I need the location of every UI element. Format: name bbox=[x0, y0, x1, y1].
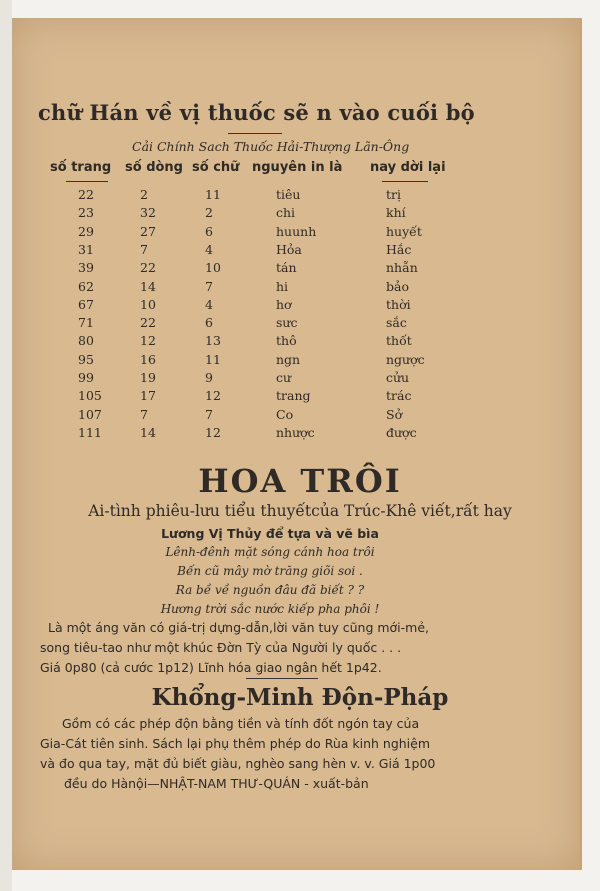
cell-original: hi bbox=[276, 278, 289, 294]
cell-corrected: trị bbox=[386, 187, 401, 202]
khong-minh-line: Gồm có các phép độn bằng tiền và tính đốt ngón tay của bbox=[62, 716, 420, 731]
col-rule bbox=[66, 181, 108, 182]
cell-line: 16 bbox=[140, 351, 156, 367]
khong-minh-title: Khổng-Minh Độn-Pháp bbox=[151, 684, 449, 711]
errata-title: chữ Hán về vị thuốc sẽ n vào cuối bộ bbox=[38, 100, 475, 125]
col-header-corrected: nay dời lại bbox=[370, 160, 446, 175]
section-divider bbox=[246, 678, 318, 679]
col-header-original: nguyên in là bbox=[252, 160, 343, 175]
col-header-page: số trang bbox=[50, 160, 112, 175]
table-row bbox=[0, 297, 600, 315]
cell-corrected: thốt bbox=[386, 333, 412, 349]
subtitle-rule bbox=[228, 133, 282, 134]
cell-original: tiêu bbox=[276, 187, 301, 202]
cell-word: 11 bbox=[205, 187, 221, 202]
cell-corrected: khí bbox=[386, 205, 406, 221]
table-row bbox=[0, 407, 600, 425]
cell-line: 22 bbox=[140, 260, 156, 276]
col-header-line: số dòng bbox=[125, 160, 183, 175]
errata-subtitle: Cải Chính Sach Thuốc Hải-Thượng Lãn-Ông bbox=[132, 139, 410, 154]
cell-page: 71 bbox=[78, 315, 94, 331]
cell-line: 14 bbox=[140, 278, 156, 294]
table-row bbox=[0, 425, 600, 443]
cell-word: 7 bbox=[205, 278, 213, 294]
cell-original: Hỏa bbox=[276, 241, 302, 257]
table-row bbox=[0, 388, 600, 406]
cell-corrected: cửu bbox=[386, 370, 410, 385]
cell-original: sưc bbox=[276, 315, 298, 331]
cell-word: 6 bbox=[205, 223, 213, 239]
cell-page: 22 bbox=[78, 187, 94, 202]
cell-line: 22 bbox=[140, 315, 156, 331]
cell-word: 6 bbox=[205, 315, 213, 331]
cell-word: 7 bbox=[205, 406, 213, 422]
cell-corrected: sắc bbox=[386, 315, 407, 331]
cell-line: 14 bbox=[140, 424, 156, 440]
hoa-troi-title: HOA TRÔI bbox=[198, 462, 402, 500]
khong-minh-line: và đo qua tay, mặt đủ biết giàu, nghèo sang hèn v. v. Giá 1p00 bbox=[40, 756, 436, 771]
cell-word: 9 bbox=[205, 370, 213, 385]
poem-line: Ra bề về nguồn đâu đã biết ? ? bbox=[175, 583, 365, 597]
cell-original: chi bbox=[276, 205, 296, 221]
table-row bbox=[0, 224, 600, 242]
hoa-troi-author: Lương Vị Thủy để tựa và vẽ bìa bbox=[161, 526, 379, 541]
table-row bbox=[0, 187, 600, 205]
cell-line: 10 bbox=[140, 296, 156, 312]
cell-line: 7 bbox=[140, 406, 148, 422]
cell-word: 10 bbox=[205, 260, 221, 276]
cell-word: 4 bbox=[205, 296, 213, 312]
cell-corrected: nhẫn bbox=[386, 260, 418, 276]
cell-corrected: Sở bbox=[386, 406, 403, 422]
cell-page: 107 bbox=[78, 406, 102, 422]
cell-original: hơ bbox=[276, 296, 292, 312]
hoa-troi-price: Giá 0p80 (cả cước 1p12) Lĩnh hóa giao ngân hết 1p42. bbox=[40, 660, 382, 675]
table-row bbox=[0, 260, 600, 278]
cell-corrected: ngược bbox=[386, 351, 425, 367]
cell-original: cư bbox=[276, 370, 292, 385]
cell-page: 31 bbox=[78, 241, 94, 257]
cell-word: 2 bbox=[205, 205, 213, 221]
table-row bbox=[0, 279, 600, 297]
cell-word: 12 bbox=[205, 388, 221, 404]
khong-minh-publisher: đều do Hànội—NHẬT-NAM THƯ-QUÁN - xuất-bản bbox=[64, 776, 369, 791]
cell-page: 29 bbox=[78, 223, 94, 239]
cell-line: 12 bbox=[140, 333, 156, 349]
cell-line: 17 bbox=[140, 388, 156, 404]
cell-line: 27 bbox=[140, 223, 156, 239]
cell-page: 95 bbox=[78, 351, 94, 367]
hoa-troi-description: Là một áng văn có giá-trị dựng-dẫn,lời văn tuy cũng mới-mẻ, bbox=[48, 620, 429, 635]
col-rule bbox=[382, 181, 428, 182]
cell-corrected: được bbox=[386, 424, 417, 440]
cell-corrected: bảo bbox=[386, 278, 409, 294]
cell-corrected: Hắc bbox=[386, 241, 412, 257]
cell-page: 39 bbox=[78, 260, 94, 276]
cell-page: 23 bbox=[78, 205, 94, 221]
cell-original: thô bbox=[276, 333, 297, 349]
cell-line: 7 bbox=[140, 241, 148, 257]
cell-word: 11 bbox=[205, 351, 221, 367]
cell-line: 19 bbox=[140, 370, 156, 385]
hoa-troi-tagline: Ai-tình phiêu-lưu tiểu thuyếtcủa Trúc-Khê viết,rất hay bbox=[88, 502, 512, 520]
table-row bbox=[0, 352, 600, 370]
cell-line: 2 bbox=[140, 187, 148, 202]
cell-original: tán bbox=[276, 260, 297, 276]
cell-page: 111 bbox=[78, 424, 102, 440]
khong-minh-line: Gia-Cát tiên sinh. Sách lại phụ thêm phép do Rùa kinh nghiệm bbox=[40, 736, 431, 751]
cell-page: 67 bbox=[78, 296, 94, 312]
table-row bbox=[0, 333, 600, 351]
cell-word: 4 bbox=[205, 241, 213, 257]
cell-original: nhược bbox=[276, 424, 315, 440]
cell-corrected: thời bbox=[386, 296, 411, 312]
cell-original: ngn bbox=[276, 351, 301, 367]
cell-original: trang bbox=[276, 388, 311, 404]
cell-line: 32 bbox=[140, 205, 156, 221]
cell-word: 12 bbox=[205, 424, 221, 440]
cell-corrected: trác bbox=[386, 388, 412, 404]
cell-word: 13 bbox=[205, 333, 221, 349]
table-row bbox=[0, 315, 600, 333]
table-row bbox=[0, 205, 600, 223]
cell-corrected: huyết bbox=[386, 223, 422, 239]
hoa-troi-description: song tiêu-tao như một khúc Đờn Tỳ của Người ly quốc . . . bbox=[40, 640, 402, 655]
cell-page: 105 bbox=[78, 388, 102, 404]
poem-line: Bến cũ mây mờ trăng giõi soi . bbox=[177, 564, 363, 578]
cell-original: Co bbox=[276, 406, 294, 422]
poem-line: Hương trời sắc nước kiếp pha phôi ! bbox=[160, 602, 380, 616]
cell-page: 80 bbox=[78, 333, 94, 349]
cell-original: huunh bbox=[276, 223, 317, 239]
table-row bbox=[0, 370, 600, 388]
col-header-word: số chữ bbox=[192, 160, 240, 175]
poem-line: Lênh-đênh mặt sóng cánh hoa trôi bbox=[165, 545, 375, 559]
scan-margin bbox=[0, 0, 12, 891]
cell-page: 99 bbox=[78, 370, 94, 385]
table-row bbox=[0, 242, 600, 260]
cell-page: 62 bbox=[78, 278, 94, 294]
